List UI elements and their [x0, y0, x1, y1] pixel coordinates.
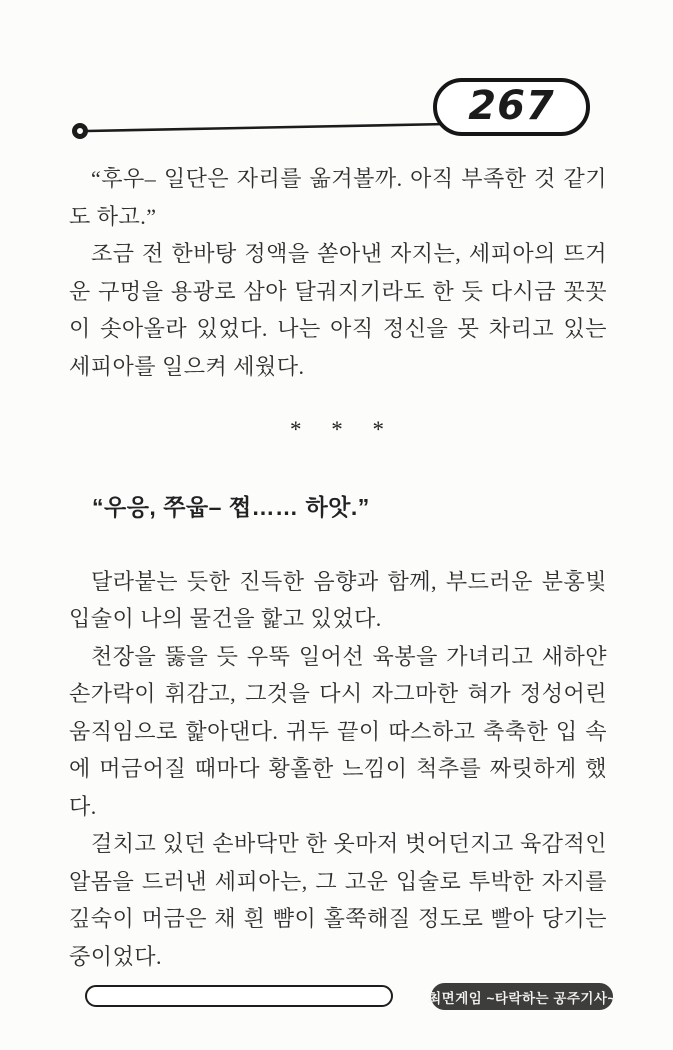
- dialogue-line: “우응, 쭈웁– 쩝…… 하앗.”: [92, 494, 370, 520]
- paragraph: 조금 전 한바탕 정액을 쏟아낸 자지는, 세피아의 뜨거운 구멍을 용광로 삼아 달궈지기라도 한 듯 다시금 꼿꼿이 솟아올라 있었다. 나는 아직 정신을 못 차리고 있는 세피아를 일으켜 세웠다.: [69, 241, 607, 379]
- page-number: 267: [468, 83, 555, 129]
- scene-separator: * * *: [290, 417, 386, 442]
- paragraph: 천장을 뚫을 듯 우뚝 일어선 육봉을 가녀리고 새하얀 손가락이 휘감고, 그것을 다시 자그마한 혀가 정성어린 움직임으로 핥아댄다. 귀두 끝이 따스하고 축축한 입 속에 머금어질 때마다 황홀한 느낌이 척추를 짜릿하게 했다.: [69, 643, 607, 819]
- series-title: 최면게임 ~타락하는 공주기사~: [428, 990, 616, 1006]
- footer-rule-box: [85, 985, 393, 1007]
- ring-end-icon: [75, 126, 86, 137]
- header-rule-line: [70, 116, 452, 144]
- header-line: [87, 124, 448, 131]
- paragraph: 달라붙는 듯한 진득한 음향과 함께, 부드러운 분홍빛 입술이 나의 물건을 핥고 있었다.: [69, 568, 607, 631]
- paragraph: “후우– 일단은 자리를 옮겨볼까. 아직 부족한 것 같기도 하고.”: [69, 166, 607, 229]
- series-title-badge: [428, 983, 616, 1010]
- page-number-pill: [433, 78, 590, 136]
- paragraph: 걸치고 있던 손바닥만 한 옷마저 벗어던지고 육감적인 알몸을 드러낸 세피아는, 그 고운 입술로 투박한 자지를 깊숙이 머금은 채 흰 뺨이 홀쭉해질 정도로 빨아 당기는 중이었다.: [69, 831, 607, 969]
- text-body: [69, 160, 607, 975]
